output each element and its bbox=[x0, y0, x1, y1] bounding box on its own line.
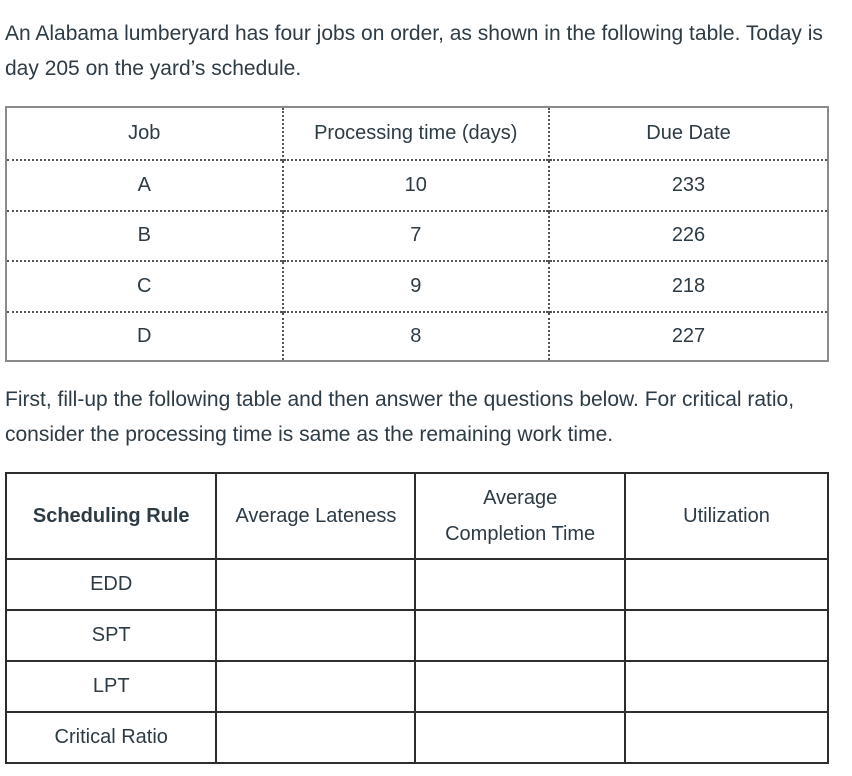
processing-time-cell: 7 bbox=[283, 211, 550, 262]
header-scheduling-rule: Scheduling Rule bbox=[6, 473, 216, 559]
job-cell: A bbox=[7, 160, 283, 211]
due-date-cell: 233 bbox=[549, 160, 827, 211]
processing-time-cell: 10 bbox=[283, 160, 550, 211]
completion-cell[interactable] bbox=[415, 559, 625, 610]
rule-cell: EDD bbox=[6, 559, 216, 610]
utilization-cell[interactable] bbox=[625, 712, 828, 763]
table-row bbox=[7, 160, 827, 211]
due-date-cell: 227 bbox=[549, 312, 827, 361]
header-job: Job bbox=[128, 122, 161, 144]
rule-cell: SPT bbox=[6, 610, 216, 661]
utilization-cell[interactable] bbox=[625, 559, 828, 610]
fill-up-table bbox=[5, 472, 829, 764]
header-average-completion-time bbox=[415, 473, 625, 559]
completion-cell[interactable] bbox=[415, 610, 625, 661]
table-row bbox=[6, 610, 828, 661]
jobs-table-header bbox=[7, 108, 827, 160]
jobs-table bbox=[5, 106, 829, 362]
due-date-cell: 226 bbox=[549, 211, 827, 262]
instructions-text: First, fill-up the following table and then answer the questions below. For critical ratio, consider the processing time is same as the remaining work time. bbox=[5, 388, 795, 446]
header-average-lateness: Average Lateness bbox=[216, 473, 415, 559]
processing-time-cell: 8 bbox=[283, 312, 550, 361]
rule-cell: LPT bbox=[6, 661, 216, 712]
processing-time-cell: 9 bbox=[283, 261, 550, 312]
lateness-cell[interactable] bbox=[216, 610, 415, 661]
due-date-cell: 218 bbox=[549, 261, 827, 312]
lateness-cell[interactable] bbox=[216, 712, 415, 763]
job-cell: C bbox=[7, 261, 283, 312]
utilization-cell[interactable] bbox=[625, 610, 828, 661]
lateness-cell[interactable] bbox=[216, 559, 415, 610]
table-row bbox=[7, 312, 827, 361]
table-row bbox=[6, 661, 828, 712]
completion-line-1: Average bbox=[483, 487, 558, 509]
utilization-cell[interactable] bbox=[625, 661, 828, 712]
rule-cell: Critical Ratio bbox=[6, 712, 216, 763]
table-row bbox=[6, 559, 828, 610]
completion-cell[interactable] bbox=[415, 712, 625, 763]
table-row bbox=[7, 211, 827, 262]
completion-cell[interactable] bbox=[415, 661, 625, 712]
completion-line-2: Completion Time bbox=[445, 523, 596, 545]
lateness-cell[interactable] bbox=[216, 661, 415, 712]
fill-table-header bbox=[6, 473, 828, 559]
job-cell: B bbox=[7, 211, 283, 262]
job-cell: D bbox=[7, 312, 283, 361]
header-due-date: Due Date bbox=[549, 108, 827, 160]
header-processing-time: Processing time (days) bbox=[283, 108, 550, 160]
header-utilization: Utilization bbox=[625, 473, 828, 559]
table-row bbox=[6, 712, 828, 763]
intro-text: An Alabama lumberyard has four jobs on order, as shown in the following table. Today is day 205 on the yard’s schedule. bbox=[5, 22, 823, 80]
table-row bbox=[7, 261, 827, 312]
